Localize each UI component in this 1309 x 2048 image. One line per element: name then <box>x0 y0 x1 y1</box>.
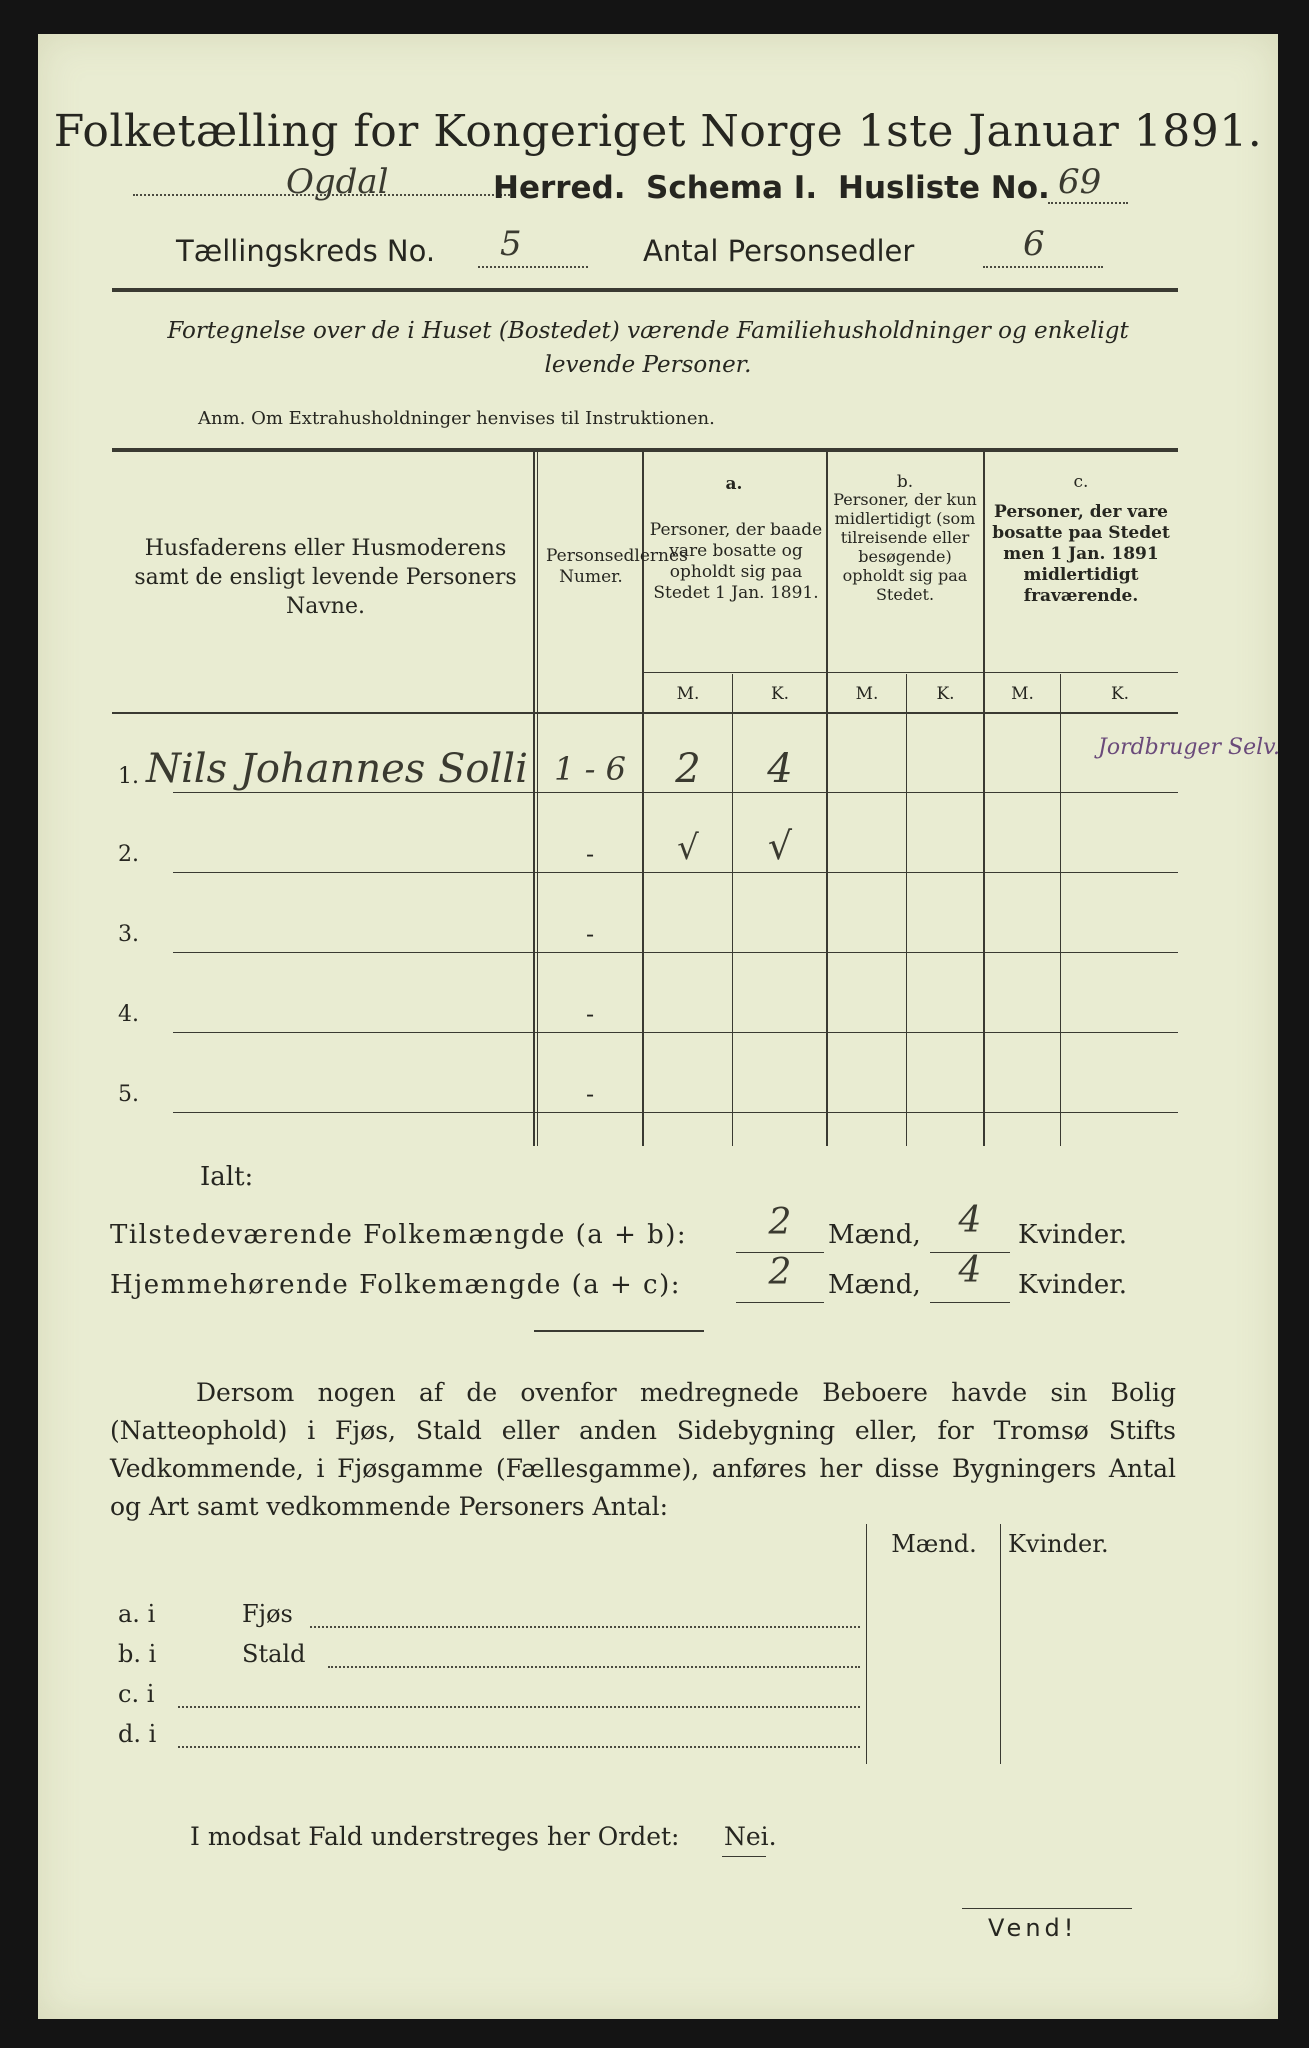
intro-line-1: Fortegnelse over de i Huset (Bostedet) værende Familiehusholdninger og enkeligt <box>167 318 1129 344</box>
row-5-number: - <box>585 1080 595 1108</box>
kreds-label: Tællingskreds No. <box>176 234 436 268</box>
buildings-col-men: Mænd. <box>891 1530 977 1558</box>
personsedler-value[interactable]: 6 <box>1023 224 1045 264</box>
row-4-index: 4. <box>118 1002 139 1027</box>
col-a-m: M. <box>676 684 700 704</box>
col-divider-a-mk <box>732 674 733 1146</box>
row-2-number: - <box>585 840 595 868</box>
row-3-number: - <box>585 920 595 948</box>
row-rule-1 <box>173 792 1178 793</box>
husliste-field-line <box>1048 202 1128 204</box>
building-c-key: c. i <box>118 1680 155 1708</box>
col-divider-b-mk <box>906 674 907 1146</box>
buildings-col-divider-1 <box>866 1524 867 1764</box>
buildings-paragraph: Dersom nogen af de ovenfor medregnede Beboere havde sin Bolig (Natteophold) i Fjøs, Stald eller anden Sidebygning eller, for Tromsø Stifts Vedkommende, i Fjøsgamme (Fællesgamme), anføres her disse Bygningers Antal og Art samt vedkommende Personers Antal: <box>110 1378 1176 1521</box>
col-header-name: Husfaderens eller Husmoderens samt de ensligt levende Personers Navne. <box>134 536 517 619</box>
buildings-col-women: Kvinder. <box>1008 1530 1109 1558</box>
row-1-a-k[interactable]: 4 <box>767 746 793 792</box>
col-header-a: Personer, der baade vare bosatte og opholdt sig paa Stedet 1 Jan. 1891. <box>649 520 823 603</box>
row-2-a-k-check[interactable]: √ <box>767 824 793 868</box>
footer-instruction: I modsat Fald understreges her Ordet: <box>190 1822 680 1851</box>
row-2-index: 2. <box>118 842 139 867</box>
row-1-name[interactable]: Nils Johannes Solli <box>146 746 528 792</box>
totals-resident-k-line <box>930 1302 1010 1303</box>
intro-line-2: levende Personer. <box>544 352 752 378</box>
kreds-field-line <box>478 266 588 268</box>
col-header-a-letter: a. <box>725 474 743 494</box>
row-rule-3 <box>173 952 1178 953</box>
col-b-m: M. <box>855 684 879 704</box>
col-c-m: M. <box>1011 684 1034 704</box>
totals-resident-m-line <box>736 1302 824 1303</box>
row-4-number: - <box>585 1000 595 1028</box>
totals-resident-men-label: Mænd, <box>828 1270 921 1300</box>
section-divider <box>534 1330 704 1332</box>
footer-nei-word[interactable]: Nei. <box>724 1822 777 1851</box>
husliste-label: Husliste No. <box>838 170 1050 206</box>
totals-resident-label: Hjemmehørende Folkemængde (a + c): <box>110 1270 681 1300</box>
totals-present-men-label: Mænd, <box>828 1220 921 1250</box>
row-5-index: 5. <box>118 1082 139 1107</box>
col-divider-name <box>533 450 535 1146</box>
totals-present-label: Tilstedeværende Folkemængde (a + b): <box>110 1220 688 1250</box>
personsedler-field-line <box>983 266 1103 268</box>
totals-heading: Ialt: <box>200 1162 254 1192</box>
row-rule-5 <box>173 1112 1178 1113</box>
totals-present-women-label: Kvinder. <box>1018 1220 1128 1250</box>
building-b-line <box>328 1666 860 1668</box>
table-top-rule <box>112 448 1178 452</box>
col-header-c: Personer, der vare bosatte paa Stedet men 1 Jan. 1891 midlertidigt fraværende. <box>992 502 1170 606</box>
building-d-key: d. i <box>118 1720 157 1748</box>
col-header-b: Personer, der kun midlertidigt (som tilreisende eller besøgende) opholdt sig paa Stedet. <box>833 490 977 604</box>
building-b-key: b. i <box>118 1640 157 1668</box>
schema-label: Schema I. <box>646 170 818 206</box>
col-header-number: Personsedlernes Numer. <box>546 546 688 587</box>
herred-value[interactable]: Ogdal <box>286 162 389 202</box>
vend-rule <box>962 1908 1132 1909</box>
row-3-index: 3. <box>118 922 139 947</box>
row-1-a-m[interactable]: 2 <box>675 746 701 792</box>
totals-resident-men[interactable]: 2 <box>768 1252 792 1293</box>
building-b-label: Stald <box>242 1640 306 1668</box>
building-a-line <box>310 1626 860 1628</box>
col-b-k: K. <box>936 684 955 704</box>
col-header-b-letter: b. <box>896 472 914 492</box>
col-header-c-letter: c. <box>1073 472 1089 492</box>
totals-present-men[interactable]: 2 <box>768 1202 792 1243</box>
table-header-rule <box>112 712 1178 714</box>
building-d-line <box>178 1746 860 1748</box>
census-form-sheet <box>38 34 1278 2019</box>
header-rule <box>112 288 1178 292</box>
vend-label: Vend! <box>988 1914 1078 1942</box>
instruction-note: Anm. Om Extrahusholdninger henvises til Instruktionen. <box>198 408 715 429</box>
row-1-number[interactable]: 1 - 6 <box>554 750 626 788</box>
totals-resident-women[interactable]: 4 <box>958 1250 982 1291</box>
col-c-k: K. <box>1110 684 1130 704</box>
kreds-value[interactable]: 5 <box>500 224 522 264</box>
building-a-label: Fjøs <box>242 1600 293 1628</box>
footer-nei-underline <box>722 1856 766 1857</box>
building-c-line <box>178 1706 860 1708</box>
col-a-k: K. <box>770 684 790 704</box>
husliste-value[interactable]: 69 <box>1058 162 1102 202</box>
row-rule-4 <box>173 1032 1178 1033</box>
row-rule-2 <box>173 872 1178 873</box>
totals-present-women[interactable]: 4 <box>958 1200 982 1241</box>
herred-label: Herred. <box>493 170 626 206</box>
building-a-key: a. i <box>118 1600 156 1628</box>
form-title: Folketælling for Kongeriget Norge 1ste Januar 1891. <box>53 106 1263 157</box>
row-1-occupation-note[interactable]: Jordbruger Selv. <box>1098 735 1280 760</box>
mk-subheader-rule <box>642 672 1178 673</box>
row-2-a-m-check[interactable]: √ <box>677 828 699 868</box>
totals-resident-women-label: Kvinder. <box>1018 1270 1128 1300</box>
col-divider-name-2 <box>537 450 538 1146</box>
col-divider-c-mk <box>1060 674 1061 1146</box>
personsedler-label: Antal Personsedler <box>643 234 915 268</box>
buildings-col-divider-2 <box>1000 1524 1001 1764</box>
row-1-index: 1. <box>118 764 139 789</box>
